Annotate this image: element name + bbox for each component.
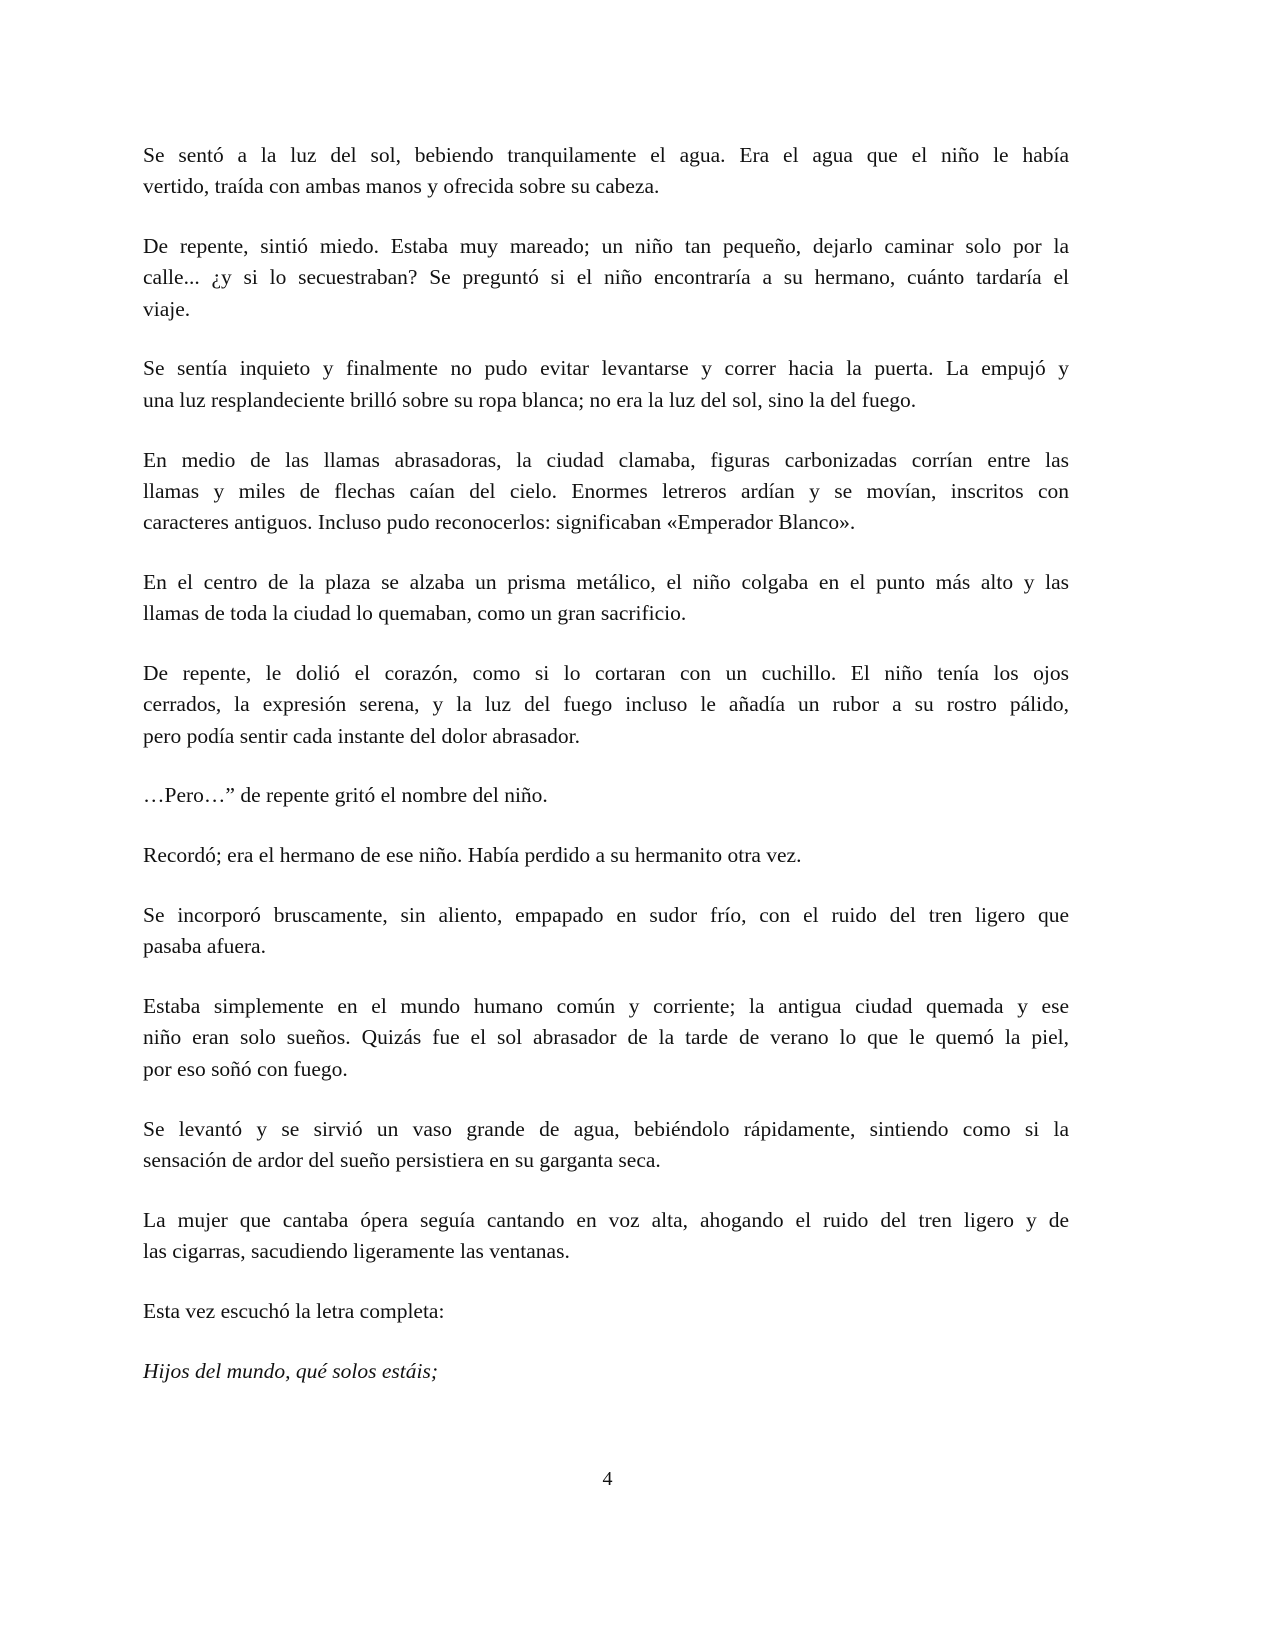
- text-line: Estaba simplemente en el mundo humano común y corriente; la antigua ciudad quemada y ese: [143, 994, 1069, 1019]
- text-line: pasaba afuera.: [143, 934, 266, 959]
- text-line: Se incorporó bruscamente, sin aliento, empapado en sudor frío, con el ruido del tren ligero que: [143, 903, 1069, 928]
- text-line: llamas de toda la ciudad lo quemaban, como un gran sacrificio.: [143, 601, 687, 626]
- text-line: pero podía sentir cada instante del dolor abrasador.: [143, 723, 581, 748]
- paragraph: [143, 658, 1069, 752]
- text-line: Se sentía inquieto y finalmente no pudo evitar levantarse y correr hacia la puerta. La empujó y: [143, 356, 1069, 381]
- text-line: …Pero…” de repente gritó el nombre del niño.: [143, 783, 548, 808]
- paragraph: [143, 840, 1069, 871]
- paragraph: [143, 1205, 1069, 1268]
- text-line: viaje.: [143, 296, 191, 321]
- paragraph: [143, 780, 1069, 811]
- text-line: niño eran solo sueños. Quizás fue el sol abrasador de la tarde de verano lo que le quemó la piel,: [143, 1025, 1069, 1050]
- text-line: Se levantó y se sirvió un vaso grande de agua, bebiéndolo rápidamente, sintiendo como si la: [143, 1116, 1069, 1141]
- text-line: caracteres antiguos. Incluso pudo reconocerlos: significaban «Emperador Blanco».: [143, 510, 856, 535]
- paragraph: [143, 567, 1069, 630]
- paragraph: [143, 991, 1069, 1085]
- text-line: las cigarras, sacudiendo ligeramente las ventanas.: [143, 1238, 570, 1263]
- page-number: 4: [602, 1468, 613, 1490]
- text-line: En el centro de la plaza se alzaba un prisma metálico, el niño colgaba en el punto más alto y las: [143, 569, 1069, 594]
- body-text: [143, 140, 1069, 1415]
- paragraph: [143, 353, 1069, 416]
- text-line: De repente, sintió miedo. Estaba muy mareado; un niño tan pequeño, dejarlo caminar solo por la: [143, 234, 1069, 259]
- text-line: llamas y miles de flechas caían del cielo. Enormes letreros ardían y se movían, inscritos con: [143, 478, 1069, 503]
- text-line: Esta vez escuchó la letra completa:: [143, 1298, 445, 1323]
- paragraph: [143, 140, 1069, 203]
- paragraph: [143, 1114, 1069, 1177]
- text-line: De repente, le dolió el corazón, como si lo cortaran con un cuchillo. El niño tenía los ojos: [143, 661, 1069, 686]
- text-line: una luz resplandeciente brilló sobre su ropa blanca; no era la luz del sol, sino la del fuego.: [143, 387, 917, 412]
- text-line: Recordó; era el hermano de ese niño. Había perdido a su hermanito otra vez.: [143, 843, 802, 868]
- paragraph: [143, 231, 1069, 325]
- text-line: vertido, traída con ambas manos y ofrecida sobre su cabeza.: [143, 174, 660, 199]
- text-line: sensación de ardor del sueño persistiera en su garganta seca.: [143, 1147, 661, 1172]
- paragraph: [143, 900, 1069, 963]
- paragraph: [143, 445, 1069, 539]
- text-line: calle... ¿y si lo secuestraban? Se preguntó si el niño encontraría a su hermano, cuánto tardaría el: [143, 265, 1069, 290]
- paragraph: [143, 1296, 1069, 1327]
- text-line: Hijos del mundo, qué solos estáis;: [143, 1358, 439, 1383]
- text-line: Se sentó a la luz del sol, bebiendo tranquilamente el agua. Era el agua que el niño le había: [143, 143, 1069, 167]
- text-line: cerrados, la expresión serena, y la luz del fuego incluso le añadía un rubor a su rostro pálido,: [143, 692, 1069, 717]
- paragraph: [143, 1356, 1069, 1387]
- text-line: por eso soñó con fuego.: [143, 1056, 348, 1081]
- text-line: La mujer que cantaba ópera seguía cantando en voz alta, ahogando el ruido del tren ligero y de: [143, 1207, 1069, 1232]
- text-line: En medio de las llamas abrasadoras, la ciudad clamaba, figuras carbonizadas corrían entre las: [143, 447, 1069, 472]
